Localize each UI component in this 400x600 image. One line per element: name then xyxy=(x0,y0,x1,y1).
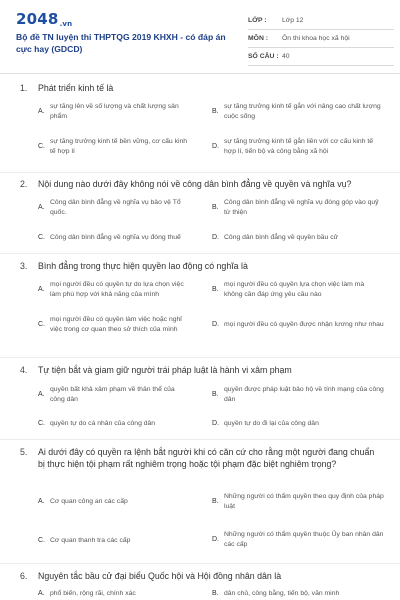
option-letter: D. xyxy=(212,143,219,150)
meta-subject-row xyxy=(248,30,394,48)
option-b[interactable] xyxy=(212,198,384,218)
logo-text: 2048 xyxy=(16,10,59,28)
header-divider xyxy=(0,73,400,74)
option-text: mọi người đều có quyền được nhận lương như nhau xyxy=(224,321,384,328)
logo-suffix: .vn xyxy=(59,20,73,28)
meta-count-row xyxy=(248,48,394,66)
question-number: 2. xyxy=(20,179,28,189)
option-text: dân chủ, công bằng, tiến bộ, văn minh xyxy=(224,590,340,597)
option-letter: B. xyxy=(212,108,219,115)
option-letter: B. xyxy=(212,391,219,398)
question-separator xyxy=(0,172,400,173)
option-c[interactable] xyxy=(38,536,190,546)
option-d[interactable] xyxy=(212,137,384,157)
option-letter: B. xyxy=(212,204,219,211)
option-letter: D. xyxy=(212,234,219,241)
question-text xyxy=(20,364,390,376)
option-letter: B. xyxy=(212,590,219,597)
option-letter: C. xyxy=(38,321,45,328)
option-letter: A. xyxy=(38,391,45,398)
option-a[interactable] xyxy=(38,589,190,599)
option-letter: A. xyxy=(38,590,45,597)
question-number: 5. xyxy=(20,447,28,457)
option-c[interactable] xyxy=(38,233,190,243)
question-number: 4. xyxy=(20,365,28,375)
option-d[interactable] xyxy=(212,419,384,429)
option-a[interactable] xyxy=(38,280,190,300)
option-text: Cơ quan thanh tra các cấp xyxy=(50,537,131,544)
option-letter: C. xyxy=(38,234,45,241)
question-text xyxy=(20,260,390,272)
option-letter: A. xyxy=(38,204,45,211)
question-text xyxy=(20,570,390,582)
option-text: sự tăng trưởng kinh tế gắn với nâng cao chất lượng cuộc sống xyxy=(224,103,381,120)
meta-subject-label: MÔN : xyxy=(248,35,269,42)
option-b[interactable] xyxy=(212,492,384,512)
option-d[interactable] xyxy=(212,530,384,550)
option-c[interactable] xyxy=(38,137,190,157)
question-separator xyxy=(0,253,400,254)
question-number: 1. xyxy=(20,83,28,93)
question-separator xyxy=(0,439,400,440)
option-text: Công dân bình đẳng về nghĩa vụ bảo vệ Tổ quốc. xyxy=(50,199,181,216)
question-stem: Bình đẳng trong thực hiện quyền lao động có nghĩa là xyxy=(38,261,248,271)
question-stem: Nội dung nào dưới đây không nói về công dân bình đẳng về quyền và nghĩa vụ? xyxy=(38,179,352,189)
option-b[interactable] xyxy=(212,102,384,122)
meta-count-label: SỐ CÂU : xyxy=(248,53,279,60)
option-letter: D. xyxy=(212,536,219,543)
question-number: 3. xyxy=(20,261,28,271)
question-text xyxy=(20,178,390,190)
option-b[interactable] xyxy=(212,385,384,405)
option-b[interactable] xyxy=(212,589,384,599)
option-text: Công dân bình đẳng về nghĩa vụ đóng thuế xyxy=(50,234,181,241)
option-text: sự tăng trưởng kinh tế bền vững, cơ cấu kinh tế hợp lí xyxy=(50,138,188,155)
option-d[interactable] xyxy=(212,320,384,330)
option-text: mọi người đều có quyền lựa chọn việc làm mà không cần đáp ứng yêu cầu nào xyxy=(224,281,365,298)
question-stem: Ai dưới đây có quyền ra lệnh bắt người khi có căn cứ cho rằng một người đang chuẩn bị thực hiện tội phạm rất nghiêm trọng hoặc tội phạm đặc biệt nghiêm trọng? xyxy=(38,447,375,469)
option-d[interactable] xyxy=(212,233,384,243)
option-letter: C. xyxy=(38,537,45,544)
option-letter: D. xyxy=(212,321,219,328)
option-text: Những người có thẩm quyền thuộc Ủy ban nhân dân các cấp xyxy=(224,531,384,548)
option-a[interactable] xyxy=(38,198,190,218)
option-letter: C. xyxy=(38,420,45,427)
option-text: Cơ quan công an các cấp xyxy=(50,498,128,505)
option-text: Công dân bình đẳng về nghĩa vụ đóng góp vào quỹ từ thiện xyxy=(224,199,379,216)
option-text: sự tăng trưởng kinh tế gắn liền với cơ cấu kinh tế hợp lí, tiến bộ và công bằng xã hội xyxy=(224,138,374,155)
option-b[interactable] xyxy=(212,280,384,300)
option-text: quyền được pháp luật bảo hộ về tính mạng của công dân xyxy=(224,386,384,403)
question-text xyxy=(20,446,390,470)
option-a[interactable] xyxy=(38,497,190,507)
option-text: Những người có thẩm quyền theo quy định của pháp luật xyxy=(224,493,384,510)
option-letter: B. xyxy=(212,498,219,505)
question-stem: Phát triển kinh tế là xyxy=(38,83,114,93)
option-text: sự tăng lên về số lượng và chất lượng sản phẩm xyxy=(50,103,179,120)
option-text: quyền tự do cá nhân của công dân xyxy=(50,420,156,427)
option-text: Công dân bình đẳng về quyền bầu cử xyxy=(224,234,339,241)
option-letter: A. xyxy=(38,286,45,293)
option-a[interactable] xyxy=(38,385,190,405)
option-a[interactable] xyxy=(38,102,190,122)
question-stem: Nguyên tắc bầu cử đại biểu Quốc hội và Hội đồng nhân dân là xyxy=(38,571,282,581)
option-letter: D. xyxy=(212,420,219,427)
document-meta xyxy=(248,12,394,66)
option-text: mọi người đều có quyền tự do lựa chọn việc làm phù hợp với khả năng của mình xyxy=(50,281,184,298)
question-separator xyxy=(0,563,400,564)
page-header xyxy=(0,0,400,70)
question-number: 6. xyxy=(20,571,28,581)
option-letter: B. xyxy=(212,286,219,293)
question-text xyxy=(20,82,390,94)
meta-class-value: Lớp 12 xyxy=(282,17,304,24)
option-c[interactable] xyxy=(38,315,190,335)
meta-class-label: LỚP : xyxy=(248,17,267,24)
option-c[interactable] xyxy=(38,419,190,429)
option-letter: C. xyxy=(38,143,45,150)
document-title: Bộ đề TN luyện thi THPTQG 2019 KHXH - có đáp án cực hay (GDCD) xyxy=(16,32,226,54)
meta-count-value: 40 xyxy=(282,53,290,60)
option-letter: A. xyxy=(38,498,45,505)
meta-class-row xyxy=(248,12,394,30)
meta-subject-value: Ôn thi khoa học xã hội xyxy=(282,35,350,42)
option-text: quyền bất khả xâm phạm về thân thể của công dân xyxy=(50,386,175,403)
question-stem: Tự tiện bắt và giam giữ người trái pháp luật là hành vi xâm phạm xyxy=(38,365,292,375)
option-text: phổ biến, rộng rãi, chính xác xyxy=(50,590,136,597)
option-text: mọi người đều có quyền làm việc hoặc nghỉ việc trong cơ quan theo sở thích của mình xyxy=(50,316,182,333)
question-separator xyxy=(0,357,400,358)
option-letter: A. xyxy=(38,108,45,115)
option-text: quyền tự do đi lại của công dân xyxy=(224,420,319,427)
